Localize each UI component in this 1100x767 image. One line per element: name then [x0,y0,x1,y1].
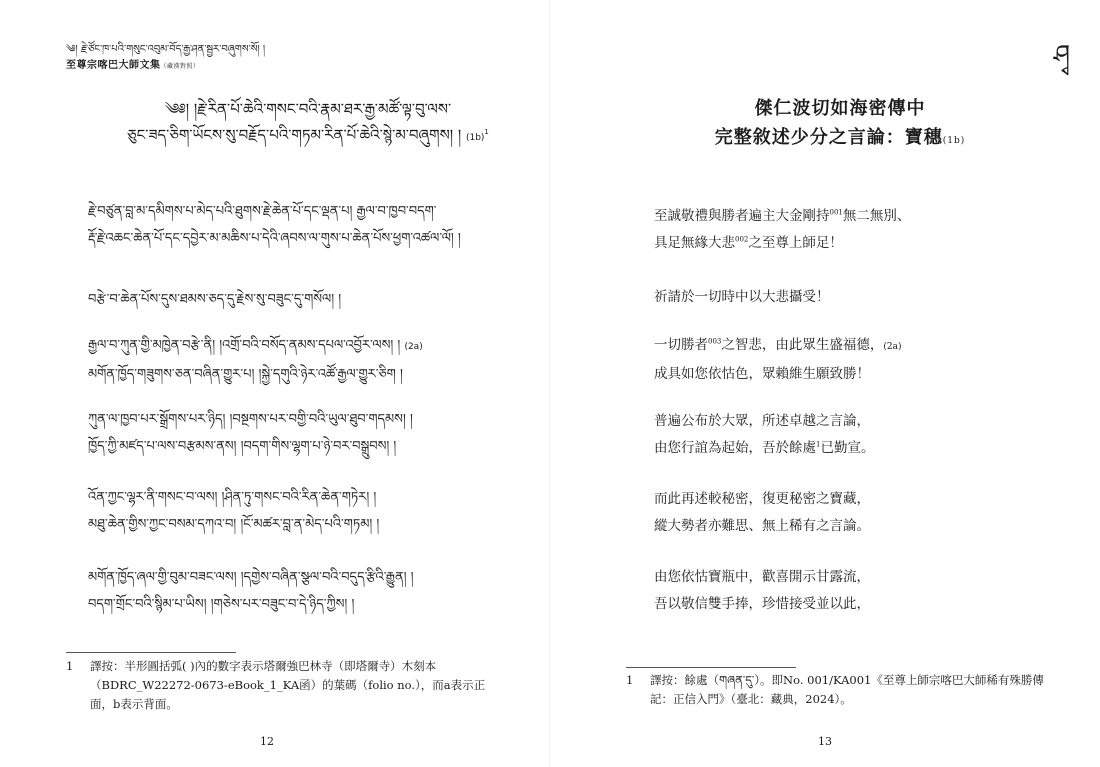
tibetan-verse-line: མགོན་ཁྱོད་ཞལ་གྱི་བུམ་བཟང་ལས། །དགྱེས་བཞིན་སྩལ་བའི་བདུད་རྩིའི་རྒྱུན། ། [88,570,414,585]
chinese-title [670,94,1010,156]
chinese-verse-line: 具足無緣大悲$^{002}$之至尊上師足！ [654,235,843,251]
chinese-verse [654,203,1054,257]
folio-tag: (1b) [942,136,966,146]
tibetan-verse-line: རྗེ་བཙུན་བླ་མ་དམིགས་པ་མེད་པའི་ཐུགས་རྗེ་ཆེན་པོ་དང་ལྡན་པ། རྒྱལ་བ་ཁྱབ་བདག་ [88,204,437,219]
running-head [66,42,265,75]
corner-mark: ཤྭ [1053,40,1070,70]
page-number: 13 [818,735,832,748]
tibetan-verse [88,564,528,618]
tibetan-verse [88,198,528,252]
tibetan-verse-line: འོན་ཀྱང་ལྷར་ནི་གསང་བ་ལས། །ཤིན་ཏུ་གསང་བའི་རིན་ཆེན་གཏེར། ། [88,490,377,505]
chinese-verse [654,332,1054,388]
endnote-mark: 001 [829,208,843,217]
running-head-note: （藏漢對照） [160,63,200,70]
page-number: 12 [260,735,274,748]
tibetan-verse-line: རྒྱལ་བ་ཀུན་གྱི་མཁྱེན་བརྩེ་ནི། །འགྲོ་བའི་བསོད་ནམས་དཔལ་འབྱོར་ལས། ། (2a) [88,338,423,353]
tibetan-verse [88,286,528,313]
endnote-mark: 002 [735,235,749,244]
chinese-title-line-2: 完整敘述少分之言論：寶穗(1b) [714,127,966,148]
running-head-chinese: 至尊宗喀巴大師文集（藏漢對照） [66,60,200,71]
tibetan-verse-line: ཁྱོད་ཀྱི་མཛད་པ་ལས་བརྩམས་ནས། །བདག་གིས་ལྷག་པ་ཉེ་བར་བསྒྲུབས། ། [88,439,397,454]
footnote-text: 譯按：餘處（གཞན་དུ་）。即No. 001/KA001《至尊上師宗喀巴大師稀有殊勝傳記：正信入門》（臺北：藏典，2024）。 [650,673,1044,706]
running-head-tibetan: ༄། རྗེ་ཙོང་ཁ་པའི་གསུང་འབུམ་བོད་རྒྱ་ཤན་སྦྱར་བཞུགས་སོ། ། [66,44,266,55]
chinese-verse [654,408,1054,462]
tibetan-title [88,96,528,151]
chinese-verse-line: 縱大勢者亦難思、無上稀有之言論。 [654,518,870,534]
chinese-verse-line: 由您行誼為起始，吾於餘處$^1$已勤宣。 [654,440,875,456]
chinese-verse-line: 成具如您依怙色，眾賴維生願致勝！ [654,366,870,382]
chinese-verse-line: 由您依怙寶瓶中，歡喜開示甘露流， [654,569,870,585]
chinese-verse [654,564,1054,618]
tibetan-verse-line: རྡོ་རྗེ་འཆང་ཆེན་པོ་དང་དབྱེར་མ་མཆིས་པ་དེའི་ཞབས་ལ་གུས་པ་ཆེན་པོས་ཕྱག་འཚལ་ལོ། ། [88,231,461,246]
tibetan-verse [88,406,528,460]
tibetan-verse [88,332,528,388]
tibetan-verse [88,484,528,538]
endnote-mark: 1 [816,440,821,449]
footnote-number: 1 [626,673,634,687]
tibetan-verse-line: མགོན་ཁྱོད་གཟུགས་ཅན་བཞིན་གྱུར་པ། །སྐྱེ་དགུའི་ཉེར་འཚོ་རྒྱལ་གྱུར་ཅིག ། [88,367,403,382]
chinese-verse [654,486,1054,540]
tibetan-verse-line: བདག་གྲོང་བའི་སྙིམ་པ་ཡིས། །གཅེས་པར་བཟུང་བ་དེ་ཉིད་ཀྱིས། ། [88,597,355,612]
chinese-verse-line: 一切勝者$^{003}$之智悲，由此眾生盛福德，(2a) [654,337,902,353]
chinese-verse-line: 祈請於一切時中以大悲攝受！ [654,289,830,305]
folio-tag: (1b) [465,133,485,143]
chinese-verse-line: 至誠敬禮與勝者遍主大金剛持$^{001}$無二無別、 [654,208,911,224]
tibetan-verse-line: མཐུ་ཆེན་གྱིས་ཀྱང་བསམ་དཀའ་བ། །ངོ་མཚར་བླ་ན་མེད་པའི་གཏམ། ། [88,517,380,532]
chinese-verse-line: 普遍公布於大眾，所述卓越之言論， [654,413,870,429]
footnote-number: 1 [66,659,74,673]
footnote-rule [626,667,796,668]
chinese-verse-line: 吾以敬信雙手捧，珍惜接受並以此， [654,596,870,612]
chinese-verse-line: 而此再述較秘密，復更秘密之寶藏， [654,491,870,507]
footnote-rule [66,652,236,653]
folio-tag: (2a) [883,342,902,352]
footnote-mark: 1 [484,128,489,136]
endnote-mark: 003 [708,337,722,346]
chinese-title-line-1: 傑仁波切如海密傳中 [754,98,926,119]
tibetan-title-line-2: ཅུང་ཟད་ཅིག་ཡོངས་སུ་བརྗོད་པའི་གཏམ་རིན་པོ་ཆེའི་སྙེ་མ་བཞུགས། ། $(1b)^1$ [127,126,489,144]
tibetan-verse-line: ཀུན་ལ་ཁྱབ་པར་སྒྲོགས་པར་ཉིད། །བསྔགས་པར་བགྱི་བའི་ཡུལ་ཐུབ་གདམས། ། [88,412,413,427]
footnote [66,657,486,714]
tibetan-verse-line: བརྩེ་བ་ཆེན་པོས་དུས་ཐམས་ཅད་དུ་རྗེས་སུ་བཟུང་དུ་གསོལ། ། [88,292,342,307]
footnote-text: 譯按：半形圓括弧( )內的數字表示塔爾強巴林寺（即塔爾寺）木刻本（BDRC_W22272-0673-eBook_1_KA函）的葉碼（folio no.），而a表示正面，b表示背面。 [90,659,486,711]
chinese-verse [654,284,1054,311]
folio-tag: (2a) [404,342,423,352]
footnote [626,671,1046,709]
right-page [550,0,1100,767]
tibetan-title-line-1: ༄༅། །རྗེ་རིན་པོ་ཆེའི་གསང་བའི་རྣམ་ཐར་རྒྱ་མཚོ་ལྟ་བུ་ལས་ [164,100,452,118]
